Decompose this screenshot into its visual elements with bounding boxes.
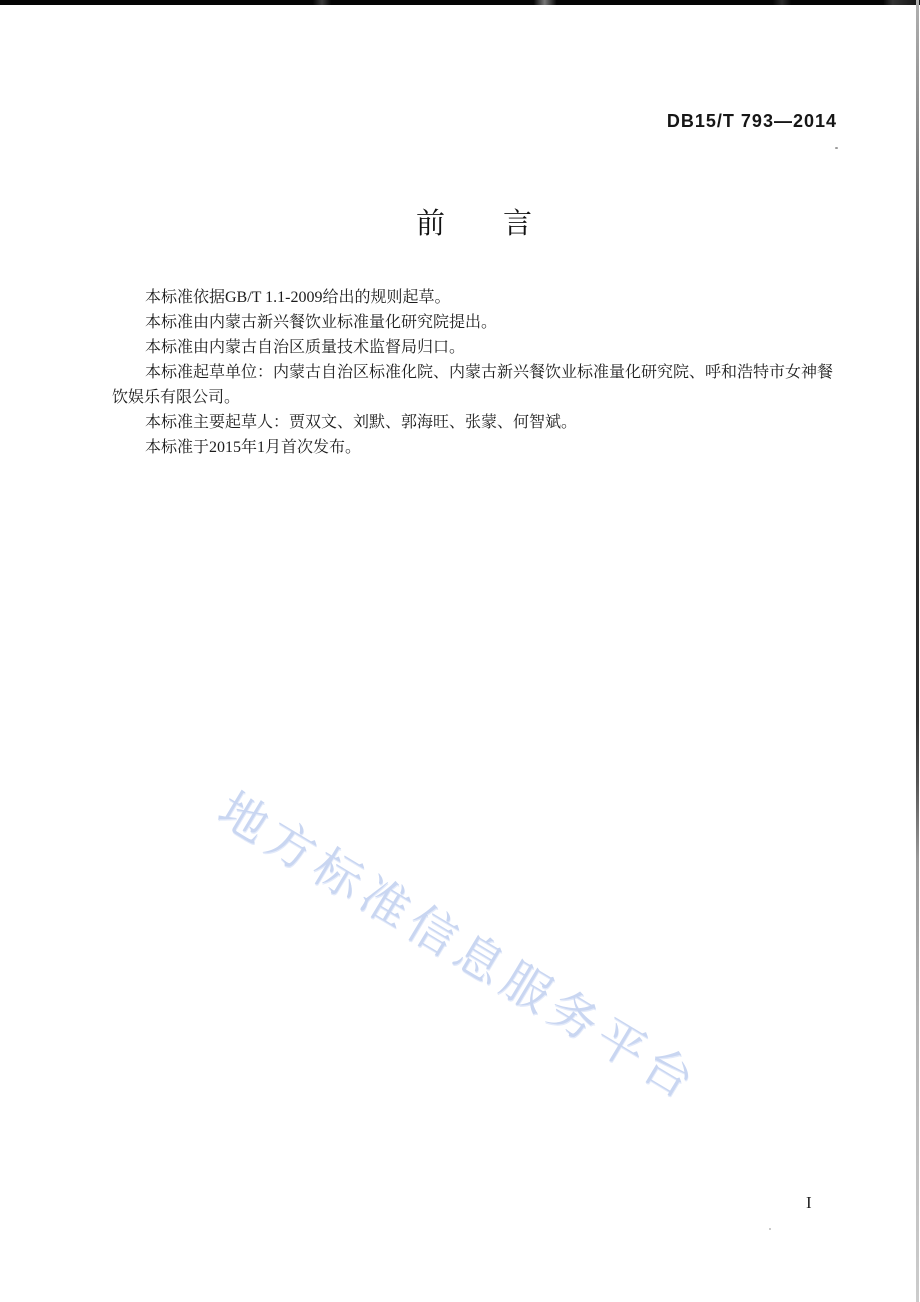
body-line: 饮娱乐有限公司。 [112, 389, 241, 406]
scan-artifact-right-line [916, 0, 919, 1302]
page-number: I [806, 1193, 812, 1212]
standard-number: DB15/T 793—2014 [666, 111, 837, 131]
scan-artifact-speck [769, 1228, 771, 1230]
scan-artifact-top-bar [0, 0, 920, 5]
foreword-body [112, 285, 838, 460]
scan-artifact-speck [835, 147, 838, 149]
body-line: 本标准于2015年1月首次发布。 [145, 439, 362, 456]
page-title: 前 言 [415, 208, 532, 240]
watermark-text: 地方标准信息服务平台 [209, 783, 708, 1112]
body-line: 本标准依据GB/T 1.1-2009给出的规则起草。 [145, 289, 451, 306]
body-line: 本标准由内蒙古自治区质量技术监督局归口。 [145, 339, 466, 356]
body-line: 本标准主要起草人：贾双文、刘默、郭海旺、张蒙、何智斌。 [145, 414, 578, 431]
body-line: 本标准由内蒙古新兴餐饮业标准量化研究院提出。 [145, 314, 498, 331]
body-line: 本标准起草单位：内蒙古自治区标准化院、内蒙古新兴餐饮业标准量化研究院、呼和浩特市女神餐 [145, 364, 834, 381]
